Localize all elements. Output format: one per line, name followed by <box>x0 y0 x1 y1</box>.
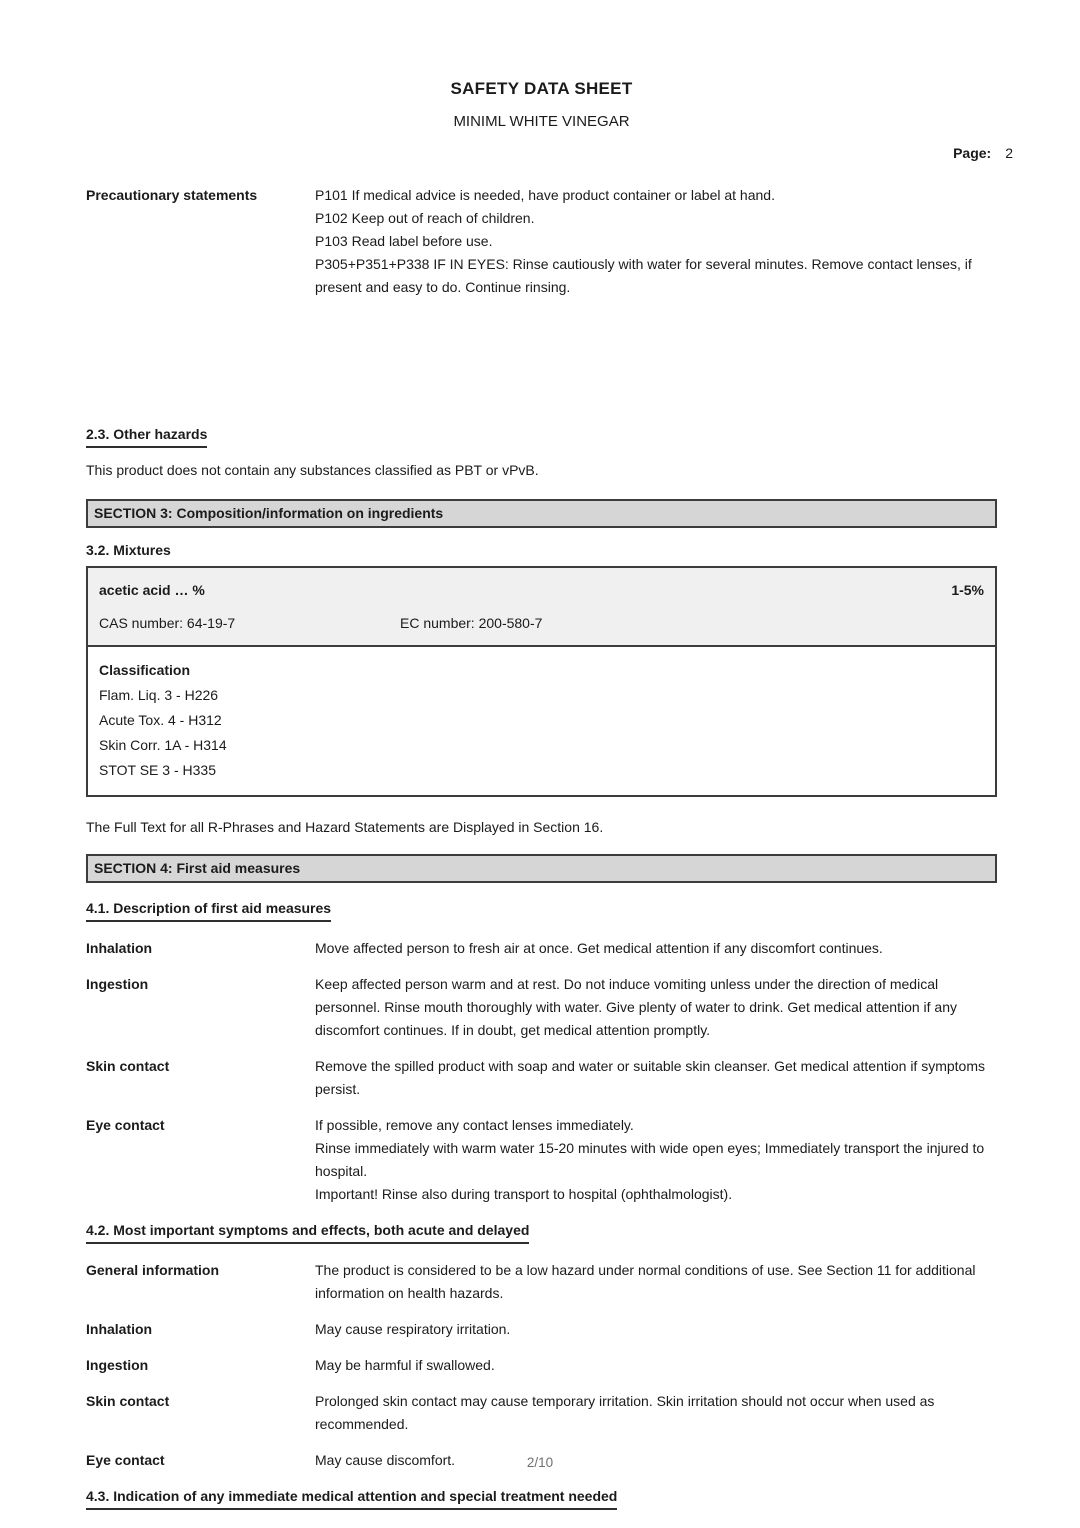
page-indicator-header <box>86 144 1013 163</box>
ec-number: EC number: 200-580-7 <box>400 615 543 631</box>
row-label: Ingestion <box>86 976 149 992</box>
sub43-heading: 4.3. Indication of any immediate medical attention and special treatment needed <box>86 1488 617 1510</box>
page-label: Page: <box>953 145 992 161</box>
p-statement: P305+P351+P338 IF IN EYES: Rinse cautiously with water for several minutes. Remove contact lenses, if present and easy to do. Continue rinsing. <box>315 256 972 295</box>
doc-title: SAFETY DATA SHEET <box>450 79 633 98</box>
ingredient-row <box>88 568 995 647</box>
ingredient-ids-row <box>99 613 984 633</box>
precautionary-statements-row <box>86 184 997 299</box>
row-text: May cause respiratory irritation. <box>315 1321 511 1337</box>
other-hazards-heading-wrap <box>86 423 997 448</box>
classification-item: Skin Corr. 1A - H314 <box>99 737 227 753</box>
row-label: General information <box>86 1262 220 1278</box>
sub41-heading-wrap <box>86 897 997 922</box>
firstaid-row-skin-contact <box>86 1055 997 1101</box>
row-label: Skin contact <box>86 1058 170 1074</box>
mixtures-heading: 3.2. Mixtures <box>86 542 171 558</box>
sub43-heading-wrap <box>86 1485 997 1510</box>
classification-box <box>88 647 995 795</box>
row-label: Eye contact <box>86 1117 165 1133</box>
product-name: MINIML WHITE VINEGAR <box>453 113 630 130</box>
other-hazards-heading: 2.3. Other hazards <box>86 426 207 448</box>
classification-item: Acute Tox. 4 - H312 <box>99 712 222 728</box>
section-4-header-bar: SECTION 4: First aid measures <box>86 854 997 883</box>
row-label: Inhalation <box>86 1321 153 1337</box>
firstaid-row-inhalation <box>86 937 997 960</box>
row-label: Eye contact <box>86 1452 165 1468</box>
ingredient-concentration: 1-5% <box>951 582 984 598</box>
sub42-heading-wrap <box>86 1219 997 1244</box>
section-3-header-bar: SECTION 3: Composition/information on ingredients <box>86 499 997 528</box>
firstaid-row-eye-contact <box>86 1114 997 1206</box>
symptoms-row-inhalation <box>86 1318 997 1341</box>
row-text: May cause discomfort. <box>315 1452 456 1468</box>
row-text: The product is considered to be a low hazard under normal conditions of use. See Section 11 for additional information on health hazards. <box>315 1262 976 1301</box>
precautionary-statements-content <box>315 184 997 299</box>
row-text: Remove the spilled product with soap and water or suitable skin cleanser. Get medical attention if symptoms persist. <box>315 1058 985 1097</box>
ingredient-table <box>86 566 997 797</box>
row-text: Prolonged skin contact may cause temporary irritation. Skin irritation should not occur when used as recommended. <box>315 1393 935 1432</box>
row-label: Skin contact <box>86 1393 170 1409</box>
symptoms-row-ingestion <box>86 1354 997 1377</box>
ingredient-name-row <box>99 580 984 600</box>
row-label: Ingestion <box>86 1357 149 1373</box>
p-statement: P102 Keep out of reach of children. <box>315 210 535 226</box>
firstaid-row-ingestion <box>86 973 997 1042</box>
eye-contact-line: Important! Rinse also during transport to hospital (ophthalmologist). <box>315 1186 733 1202</box>
row-text: May be harmful if swallowed. <box>315 1357 495 1373</box>
cas-number: CAS number: 64-19-7 <box>99 615 236 631</box>
sub41-heading: 4.1. Description of first aid measures <box>86 900 331 922</box>
row-text: Keep affected person warm and at rest. Do not induce vomiting unless under the direction of medical personnel. Rinse mouth thoroughly with water. Give plenty of water to drink. Get medical attention if any discomfort continues. If in doubt, get medical attention promptly. <box>315 976 957 1038</box>
doc-header <box>86 78 1013 163</box>
precautionary-statements-label: Precautionary statements <box>86 187 258 203</box>
p-statement: P103 Read label before use. <box>315 233 493 249</box>
footer-page-indicator: 2/10 <box>526 1455 554 1470</box>
ingredient-name: acetic acid … % <box>99 582 205 598</box>
symptoms-row-skin-contact <box>86 1390 997 1436</box>
row-text: Move affected person to fresh air at once. Get medical attention if any discomfort continues. <box>315 940 883 956</box>
eye-contact-line: If possible, remove any contact lenses immediately. <box>315 1117 634 1133</box>
p-statement: P101 If medical advice is needed, have product container or label at hand. <box>315 187 775 203</box>
page-number: 2 <box>1005 145 1013 161</box>
full-text-note: The Full Text for all R-Phrases and Hazard Statements are Displayed in Section 16. <box>86 819 604 835</box>
eye-contact-line: Rinse immediately with warm water 15-20 minutes with wide open eyes; Immediately transport the injured to hospital. <box>315 1140 985 1179</box>
row-label: Inhalation <box>86 940 153 956</box>
vertical-spacer <box>86 312 997 423</box>
symptoms-row-general-information <box>86 1259 997 1305</box>
sub42-heading: 4.2. Most important symptoms and effects, both acute and delayed <box>86 1222 529 1244</box>
classification-heading: Classification <box>99 662 191 678</box>
classification-item: STOT SE 3 - H335 <box>99 762 216 778</box>
classification-item: Flam. Liq. 3 - H226 <box>99 687 219 703</box>
other-hazards-text: This product does not contain any substances classified as PBT or vPvB. <box>86 462 539 478</box>
row-text <box>315 1114 997 1206</box>
